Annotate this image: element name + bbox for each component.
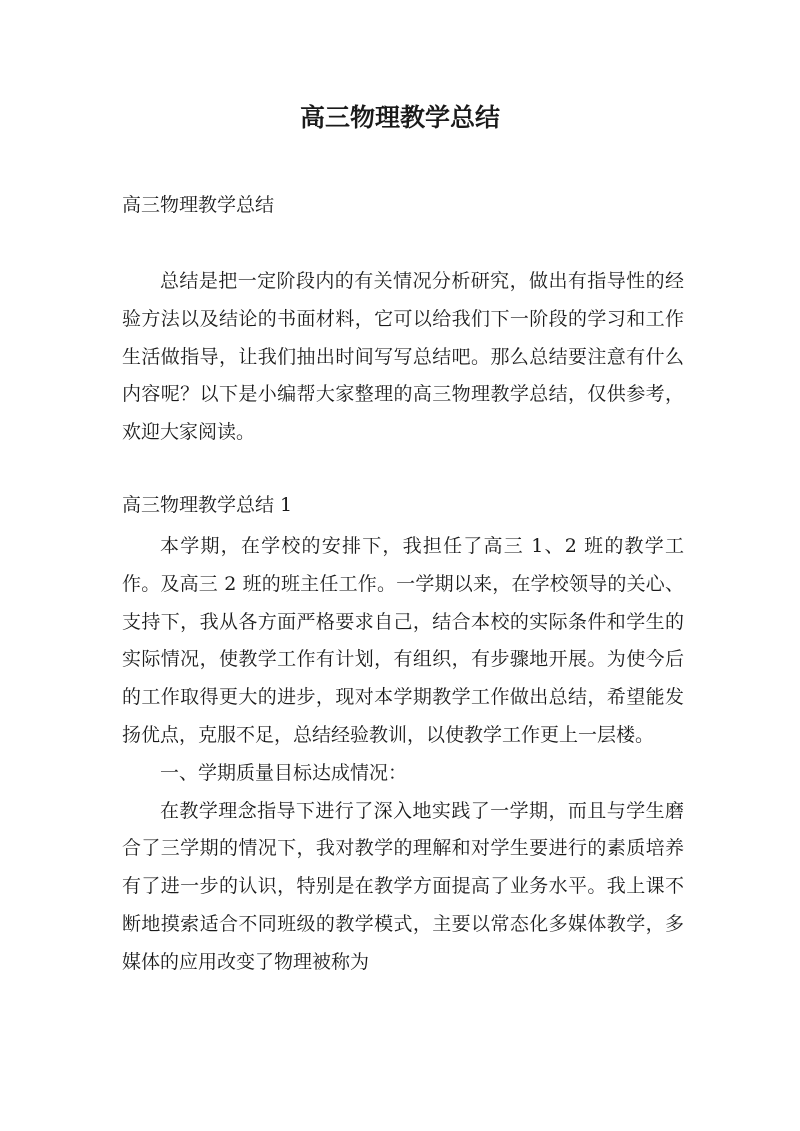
document-subtitle: 高三物理教学总结 xyxy=(122,194,275,216)
section-body xyxy=(122,528,684,982)
intro-paragraph xyxy=(122,263,684,452)
body-paragraph: 一、学期质量目标达成情况： xyxy=(160,761,408,784)
document-title: 高三物理教学总结 xyxy=(299,103,500,132)
body-paragraph: 本学期，在学校的安排下，我担任了高三 1、2 班的教学工作。及高三 2 班的班主任工作。一学期以来，在学校领导的关心、支持下，我从各方面严格要求自己，结合本校的实际条件和学生的实际情况，使教学工作有计划，有组织，有步骤地开展。为使今后的工作取得更大的进步，现对本学期教学工作做出总结，希望能发扬优点，克服不足，总结经验教训，以使教学工作更上一层楼。 xyxy=(122,535,684,746)
intro-text: 总结是把一定阶段内的有关情况分析研究，做出有指导性的经验方法以及结论的书面材料，它可以给我们下一阶段的学习和工作生活做指导，让我们抽出时间写写总结吧。那么总结要注意有什么内容呢？以下是小编帮大家整理的高三物理教学总结，仅供参考，欢迎大家阅读。 xyxy=(122,270,684,444)
section-heading: 高三物理教学总结 1 xyxy=(122,494,293,516)
body-paragraph: 在教学理念指导下进行了深入地实践了一学期，而且与学生磨合了三学期的情况下，我对教学的理解和对学生要进行的素质培养有了进一步的认识，特别是在教学方面提高了业务水平。我上课不断地摸索适合不同班级的教学模式，主要以常态化多媒体教学，多媒体的应用改变了物理被称为 xyxy=(122,799,684,973)
